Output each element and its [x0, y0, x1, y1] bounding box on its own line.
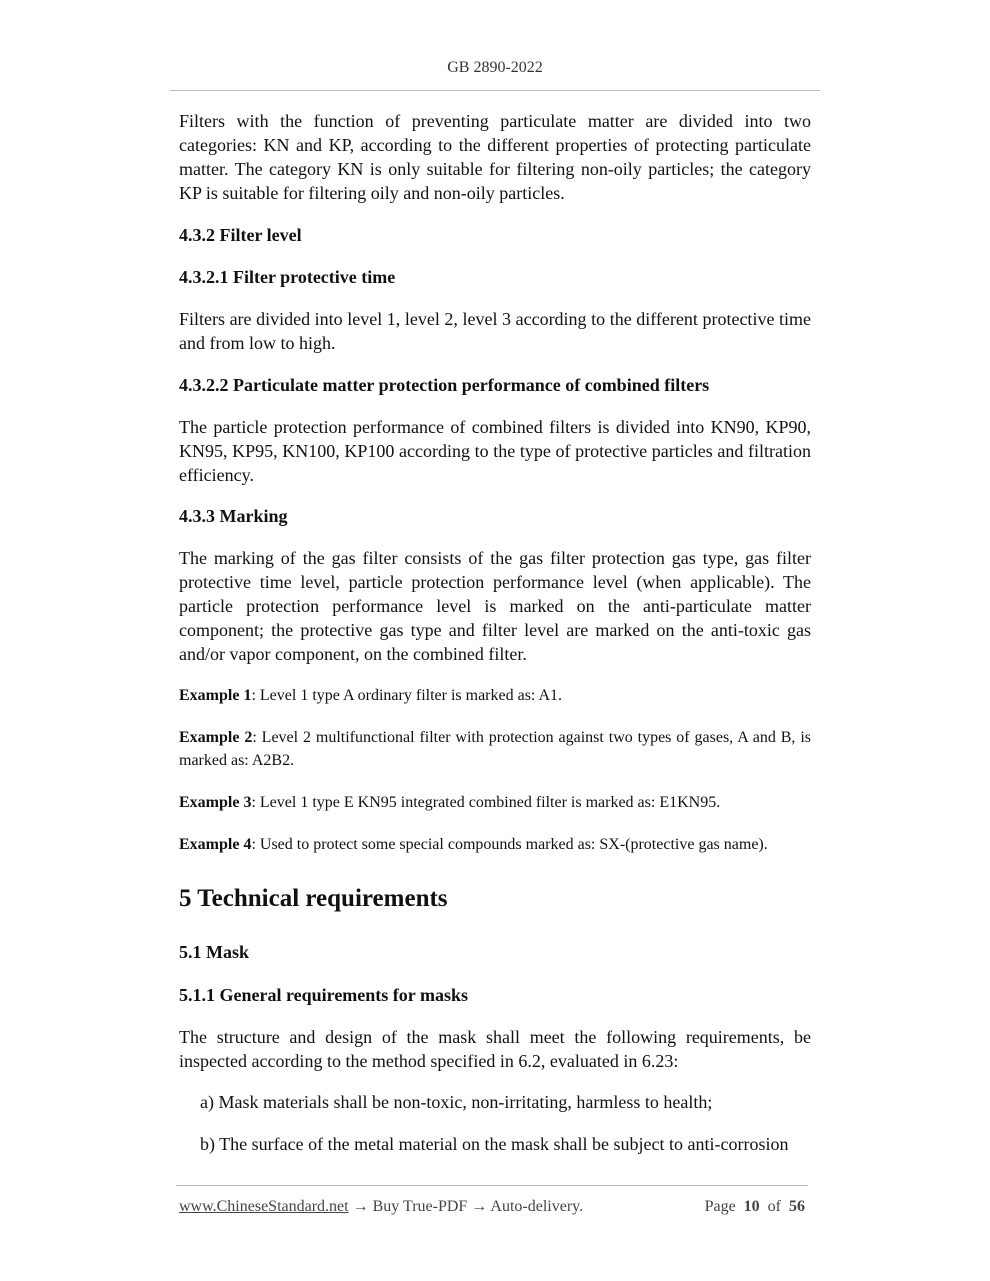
page-label: Page	[704, 1198, 736, 1215]
heading: 4.3.2 Filter level	[179, 225, 302, 245]
example-label: Example 3	[179, 794, 252, 811]
heading: 4.3.2.2 Particulate matter protection performance of combined filters	[179, 375, 710, 395]
paragraph: Filters with the function of preventing particulate matter are divided into two categories: KN and KP, according to the different properties of protecting particulate matter. The category KN is only suitable for filtering non-oily particles; the category KP is suitable for filtering oily and non-oily particles.	[179, 111, 811, 203]
site-link[interactable]: www.ChineseStandard.net	[179, 1198, 349, 1215]
footer-left	[179, 1198, 583, 1216]
example-text: : Level 1 type A ordinary filter is marked as: A1.	[251, 687, 563, 704]
example-4	[179, 833, 811, 856]
example-text: : Used to protect some special compounds marked as: SX-(protective gas name).	[251, 836, 768, 853]
paragraph: The particle protection performance of combined filters is divided into KN90, KP90, KN95, KP95, KN100, KP100 according to the type of protective particles and filtration efficiency.	[179, 417, 811, 485]
list-item: a) Mask materials shall be non-toxic, non-irritating, harmless to health;	[200, 1092, 713, 1112]
page-header: GB 2890-2022	[447, 59, 543, 76]
paragraph: The structure and design of the mask shall meet the following requirements, be inspected according to the method specified in 6.2, evaluated in 6.23:	[179, 1027, 811, 1071]
paragraph: Filters are divided into level 1, level 2, level 3 according to the different protective time and from low to high.	[179, 309, 811, 353]
footer-text: → Buy True-PDF → Auto-delivery.	[348, 1198, 584, 1215]
total-pages: 56	[789, 1198, 805, 1215]
list-item: b) The surface of the metal material on the mask shall be subject to anti-corrosion	[200, 1134, 789, 1154]
example-text: : Level 2 multifunctional filter with protection against two types of gases, A and B, is marked as: A2B2.	[179, 729, 811, 769]
example-label: Example 2	[179, 729, 253, 746]
current-page: 10	[743, 1198, 760, 1215]
example-1	[179, 684, 811, 707]
heading: 4.3.3 Marking	[179, 506, 288, 526]
heading: 5.1 Mask	[179, 942, 250, 962]
example-label: Example 1	[179, 687, 252, 704]
example-text: : Level 1 type E KN95 integrated combined filter is marked as: E1KN95.	[251, 794, 721, 811]
paragraph: The marking of the gas filter consists of the gas filter protection gas type, gas filter protective time level, particle protection performance level (when applicable). The particle protection performance level is marked on the anti-particulate matter component; the protective gas type and filter level are marked on the anti-toxic gas and/or vapor component, on the combined filter.	[179, 548, 811, 664]
of-label: of	[767, 1198, 781, 1215]
example-label: Example 4	[179, 836, 252, 853]
footer-divider	[176, 1185, 808, 1186]
header-divider	[170, 90, 820, 91]
page-number	[705, 1198, 805, 1216]
heading: 4.3.2.1 Filter protective time	[179, 267, 396, 287]
heading: 5.1.1 General requirements for masks	[179, 985, 468, 1005]
example-2	[179, 726, 811, 772]
page-footer	[179, 1198, 805, 1216]
example-3	[179, 791, 811, 814]
section-title: 5 Technical requirements	[179, 885, 448, 912]
